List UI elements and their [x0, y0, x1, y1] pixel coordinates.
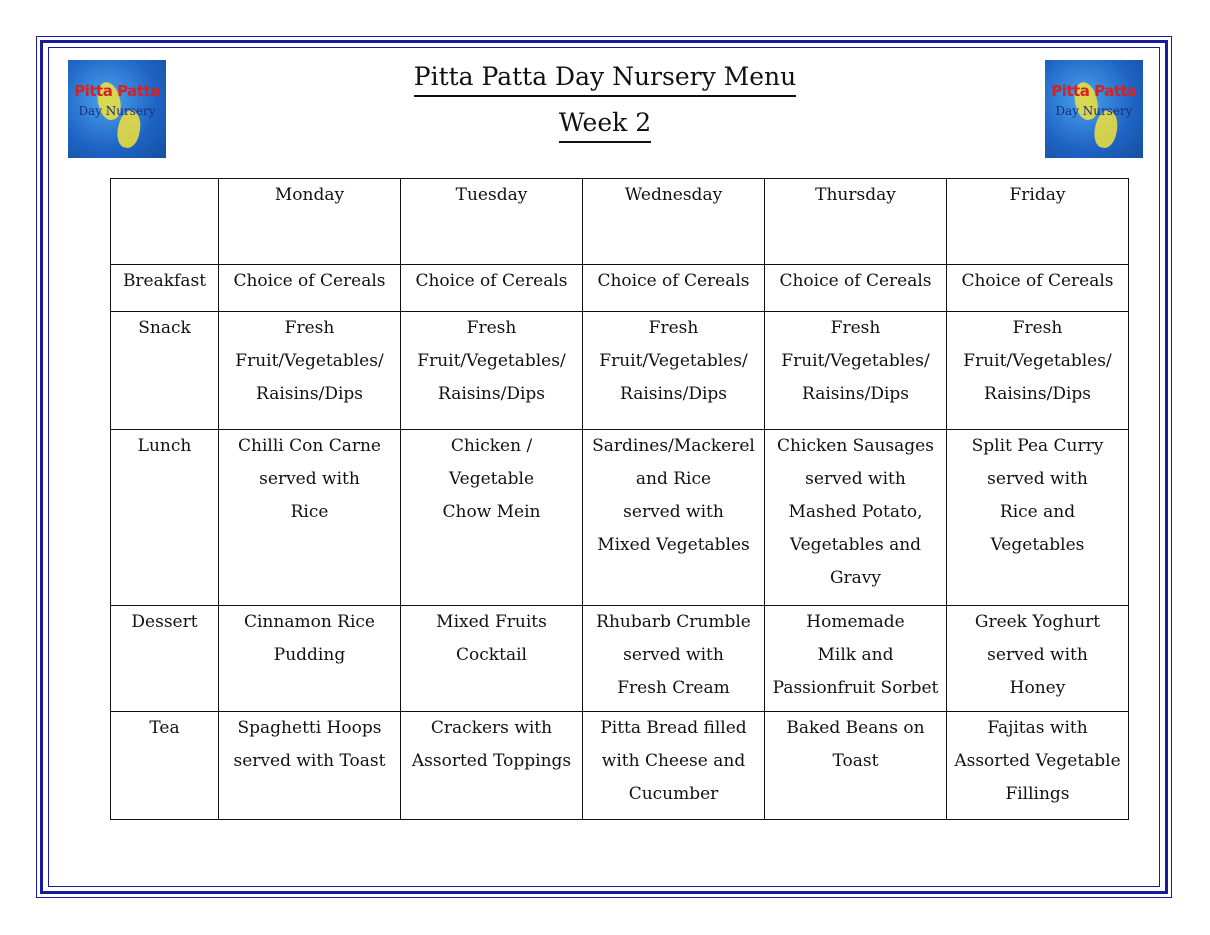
menu-cell-line: with Cheese and: [601, 751, 746, 771]
menu-cell: [765, 712, 947, 820]
menu-cell-line: Choice of Cereals: [779, 271, 932, 291]
menu-cell: [947, 312, 1129, 430]
menu-cell-line: Vegetables: [990, 535, 1085, 555]
menu-cell-line: Split Pea Curry: [971, 436, 1104, 456]
corner-cell: [111, 179, 219, 265]
meal-label: Dessert: [111, 606, 219, 712]
menu-cell-line: served with: [259, 469, 360, 489]
menu-cell-line: Chicken Sausages: [777, 436, 934, 456]
menu-cell: [947, 712, 1129, 820]
menu-cell-line: Cinnamon Rice: [243, 612, 375, 632]
menu-table: [110, 178, 1129, 820]
menu-cell-line: Fruit/Vegetables/: [235, 351, 384, 371]
menu-cell-line: Fajitas with: [987, 718, 1088, 738]
menu-cell: [401, 606, 583, 712]
menu-cell: [947, 430, 1129, 606]
menu-cell: [401, 430, 583, 606]
meal-row-snack: [111, 312, 1129, 430]
menu-cell-line: Fresh: [284, 318, 335, 338]
logo-text-line2: Day Nursery: [78, 104, 156, 118]
menu-cell-line: served with: [623, 645, 724, 665]
menu-cell-line: served with: [805, 469, 906, 489]
menu-cell-line: served with: [987, 469, 1088, 489]
menu-cell-line: Fresh Cream: [617, 678, 730, 698]
menu-cell-line: served with: [623, 502, 724, 522]
menu-cell-line: Toast: [832, 751, 879, 771]
menu-cell-line: Fruit/Vegetables/: [599, 351, 748, 371]
table-header-row: [111, 179, 1129, 265]
menu-cell-line: Raisins/Dips: [802, 384, 909, 404]
menu-cell: [583, 606, 765, 712]
menu-cell-line: Baked Beans on: [786, 718, 925, 738]
meal-row-breakfast: [111, 265, 1129, 312]
day-header: Friday: [947, 179, 1129, 265]
day-header: Monday: [219, 179, 401, 265]
menu-cell-line: Rice and: [999, 502, 1076, 522]
menu-cell-line: Chilli Con Carne: [238, 436, 381, 456]
menu-cell: [765, 430, 947, 606]
meal-label: Tea: [111, 712, 219, 820]
menu-week: Week 2: [0, 108, 1210, 143]
day-header: Thursday: [765, 179, 947, 265]
menu-cell: [401, 712, 583, 820]
menu-cell-line: Choice of Cereals: [961, 271, 1114, 291]
menu-title: Pitta Patta Day Nursery Menu: [0, 62, 1210, 97]
meal-label: Breakfast: [111, 265, 219, 312]
menu-cell-line: Choice of Cereals: [415, 271, 568, 291]
menu-cell-line: Fresh: [1012, 318, 1063, 338]
menu-cell-line: Spaghetti Hoops: [237, 718, 382, 738]
menu-cell-line: Vegetables and: [789, 535, 922, 555]
menu-cell-line: Raisins/Dips: [620, 384, 727, 404]
menu-cell-line: served with Toast: [233, 751, 386, 771]
menu-cell-line: Pitta Bread filled: [600, 718, 747, 738]
menu-cell-line: Mixed Vegetables: [597, 535, 750, 555]
menu-cell-line: Fillings: [1005, 784, 1070, 804]
menu-cell-line: Fresh: [466, 318, 517, 338]
menu-cell-line: Gravy: [829, 568, 882, 588]
menu-cell: [947, 265, 1129, 312]
menu-cell-line: Honey: [1009, 678, 1066, 698]
menu-cell: [401, 312, 583, 430]
menu-cell-line: Choice of Cereals: [233, 271, 386, 291]
menu-cell: [765, 312, 947, 430]
menu-cell-line: Sardines/Mackerel: [592, 436, 755, 456]
menu-cell-line: Vegetable: [448, 469, 535, 489]
day-header: Wednesday: [583, 179, 765, 265]
menu-cell-line: Assorted Vegetable: [954, 751, 1121, 771]
meal-label: Snack: [111, 312, 219, 430]
logo-text-line1: Pitta Patta: [74, 82, 160, 100]
menu-cell-line: Assorted Toppings: [411, 751, 572, 771]
menu-cell-line: Chow Mein: [442, 502, 541, 522]
menu-cell-line: and Rice: [635, 469, 712, 489]
meal-row-lunch: [111, 430, 1129, 606]
meal-label: Lunch: [111, 430, 219, 606]
menu-cell: [583, 312, 765, 430]
menu-cell-line: Homemade: [806, 612, 905, 632]
menu-cell: [219, 265, 401, 312]
menu-cell-line: Mashed Potato,: [788, 502, 923, 522]
menu-cell-line: Raisins/Dips: [438, 384, 545, 404]
menu-cell: [219, 312, 401, 430]
menu-cell-line: Chicken /: [450, 436, 533, 456]
menu-cell: [219, 606, 401, 712]
menu-cell: [947, 606, 1129, 712]
menu-cell: [765, 265, 947, 312]
menu-cell: [583, 430, 765, 606]
logo-text-line1: Pitta Patta: [1051, 82, 1137, 100]
meal-row-dessert: [111, 606, 1129, 712]
menu-cell-line: Choice of Cereals: [597, 271, 750, 291]
menu-cell-line: Mixed Fruits: [436, 612, 547, 632]
menu-cell-line: Rice: [290, 502, 329, 522]
menu-cell-line: Fruit/Vegetables/: [417, 351, 566, 371]
menu-cell-line: Crackers with: [430, 718, 553, 738]
meal-row-tea: [111, 712, 1129, 820]
menu-cell: [583, 265, 765, 312]
day-header: Tuesday: [401, 179, 583, 265]
menu-cell-line: Fruit/Vegetables/: [781, 351, 930, 371]
menu-cell-line: Pudding: [273, 645, 346, 665]
menu-cell: [401, 265, 583, 312]
menu-cell-line: Raisins/Dips: [984, 384, 1091, 404]
menu-cell-line: served with: [987, 645, 1088, 665]
menu-cell-line: Raisins/Dips: [256, 384, 363, 404]
menu-cell-line: Cocktail: [456, 645, 527, 665]
menu-cell-line: Rhubarb Crumble: [596, 612, 751, 632]
logo-text-line2: Day Nursery: [1055, 104, 1133, 118]
menu-cell-line: Greek Yoghurt: [974, 612, 1101, 632]
menu-cell-line: Milk and: [817, 645, 894, 665]
menu-cell: [219, 712, 401, 820]
menu-cell-line: Fresh: [648, 318, 699, 338]
menu-cell-line: Fruit/Vegetables/: [963, 351, 1112, 371]
menu-cell: [765, 606, 947, 712]
menu-cell: [219, 430, 401, 606]
menu-cell: [583, 712, 765, 820]
menu-cell-line: Passionfruit Sorbet: [772, 678, 939, 698]
menu-cell-line: Cucumber: [628, 784, 719, 804]
menu-cell-line: Fresh: [830, 318, 881, 338]
